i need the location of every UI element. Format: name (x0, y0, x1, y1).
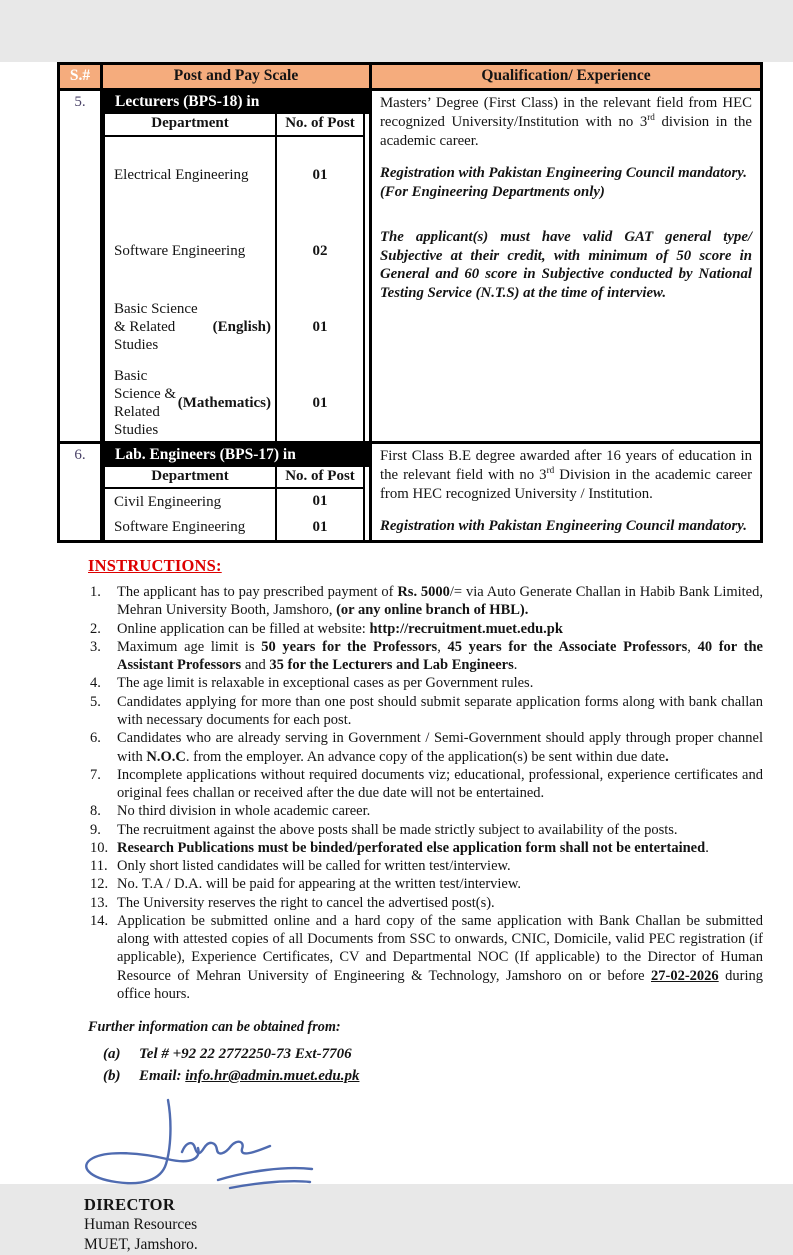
signoff-block (84, 1194, 793, 1255)
instructions-heading: INSTRUCTIONS: (88, 556, 222, 576)
contact-phone (103, 1044, 793, 1066)
instruction-number: 13. (90, 894, 109, 911)
contact-label: (a) (103, 1046, 121, 1063)
contact-email-text: Email: info.hr@admin.muet.edu.pk (139, 1067, 360, 1084)
contact-phone-text: Tel # +92 22 2772250-73 Ext-7706 (139, 1046, 352, 1063)
instruction-text: The applicant has to pay prescribed payment of Rs. 5000/= via Auto Generate Challan in Habib Bank Limited, Mehran University Booth, Jamshoro, (or any online branch of HBL). (117, 584, 763, 619)
instruction-number: 14. (90, 912, 109, 929)
table-header-qualification: Qualification/ Experience (372, 65, 760, 88)
instruction-number: 1. (90, 584, 101, 601)
department-name: Basic Science & Related Studies (Mathematics) (105, 365, 277, 441)
document-page (0, 62, 793, 1254)
posts-table (57, 62, 763, 543)
instruction-item (90, 875, 763, 893)
row5-inner-header-department: Department (105, 114, 277, 137)
row6-department-table (103, 467, 365, 540)
instruction-text: Incomplete applications without required documents viz; educational, professional, experience certificates and original fees challan or received after the due date will not be entertained. (117, 766, 763, 802)
instruction-text: No third division in whole academic career. (117, 803, 371, 820)
table-header-post: Post and Pay Scale (103, 65, 369, 88)
contact-email (103, 1066, 793, 1088)
instruction-text: The University reserves the right to cancel the advertised post(s). (117, 894, 495, 911)
instruction-number: 8. (90, 803, 101, 820)
contact-label: (b) (103, 1067, 121, 1084)
row6-serial: 6. (60, 444, 100, 540)
instruction-item (90, 729, 763, 766)
instruction-text: Candidates applying for more than one post should submit separate application forms along with bank challan with necessary documents for each post. (117, 693, 763, 728)
instruction-text: Online application can be filled at website: http://recruitment.muet.edu.pk (117, 620, 563, 637)
department-post-count: 02 (312, 242, 328, 259)
instruction-number: 12. (90, 876, 109, 893)
further-info-heading: Further information can be obtained from: (88, 1019, 341, 1036)
row5-post-title: Lecturers (BPS-18) in (103, 91, 369, 114)
instruction-item (90, 912, 763, 1003)
signoff-organization: MUET, Jamshoro. (84, 1236, 198, 1254)
row5-serial: 5. (60, 91, 100, 441)
instruction-text: Maximum age limit is 50 years for the Professors, 45 years for the Associate Professors, 40 for the Assistant Professors and 35 for the Lecturers and Lab Engineers. (117, 638, 763, 674)
department-post-count: 01 (312, 518, 328, 535)
table-header-sno: S.# (60, 65, 100, 88)
instruction-text: The recruitment against the above posts shall be made strictly subject to availability of the posts. (117, 821, 678, 838)
row6-post-cell (103, 444, 369, 540)
qualification-paragraph: Masters’ Degree (First Class) in the relevant field from HEC recognized University/Institution with no 3rd division in the academic career. (380, 95, 752, 149)
instruction-number: 4. (90, 675, 101, 692)
instruction-text: Research Publications must be binded/perforated else application form shall not be entertained. (117, 839, 709, 856)
instruction-number: 2. (90, 620, 101, 637)
contact-list (103, 1044, 793, 1088)
row6-inner-header-posts: No. of Post (277, 467, 363, 489)
department-post-count: 01 (312, 166, 328, 183)
department-name: Electrical Engineering (105, 137, 277, 213)
instruction-item (90, 766, 763, 803)
instruction-text: No. T.A / D.A. will be paid for appearing at the written test/interview. (117, 876, 522, 893)
instruction-item (90, 802, 763, 820)
row6-post-title: Lab. Engineers (BPS-17) in (103, 444, 369, 467)
instruction-number: 7. (90, 766, 101, 783)
instruction-number: 6. (90, 730, 101, 747)
signature (70, 1096, 320, 1194)
row5-department-table (103, 114, 365, 441)
instruction-number: 9. (90, 821, 101, 838)
instruction-item (90, 693, 763, 730)
department-name: Basic Science & Related Studies (English) (105, 289, 277, 365)
row5-qualification-cell (372, 91, 760, 441)
instruction-text: Application be submitted online and a hard copy of the same application with Bank Challan be submitted along with attested copies of all Documents from SSC to onwards, CNIC, Domicile, valid PEC registration (if applicable), Experience Certificates, CV and Departmental NOC (If applicable) to the Director of Human Resource of Mehran University of Engineering & Technology, Jamshoro on or before 27-02-2026 during office hours. (117, 912, 763, 1002)
qualification-paragraph: (For Engineering Departments only) (380, 184, 605, 201)
instruction-item (90, 674, 763, 692)
instruction-item (90, 620, 763, 638)
instruction-item (90, 583, 763, 620)
signoff-title: DIRECTOR (84, 1194, 176, 1214)
instruction-item (90, 638, 763, 675)
qualification-paragraph: First Class B.E degree awarded after 16 years of education in the relevant field with no 3rd Division in the academic career from HEC recognized University / Institution. (380, 448, 752, 502)
department-name: Software Engineering (105, 213, 277, 289)
instruction-number: 10. (90, 839, 109, 856)
instruction-item (90, 839, 763, 857)
department-post-count: 01 (312, 493, 328, 510)
row5-post-cell (103, 91, 369, 441)
instruction-number: 5. (90, 693, 101, 710)
instructions-list (90, 583, 763, 1003)
instruction-item (90, 894, 763, 912)
instruction-item (90, 821, 763, 839)
instruction-text: Only short listed candidates will be called for written test/interview. (117, 858, 511, 875)
instruction-text: The age limit is relaxable in exceptional cases as per Government rules. (117, 675, 534, 692)
row5-inner-header-posts: No. of Post (277, 114, 363, 137)
qualification-paragraph: Registration with Pakistan Engineering Council mandatory. (380, 165, 747, 182)
signoff-department: Human Resources (84, 1216, 198, 1234)
instruction-text: Candidates who are already serving in Government / Semi-Government should apply through proper channel with N.O.C. from the employer. An advance copy of the application(s) be sent within due date. (117, 730, 763, 765)
department-name: Software Engineering (105, 515, 277, 541)
department-post-count: 01 (312, 394, 328, 411)
instruction-item (90, 857, 763, 875)
row6-inner-header-department: Department (105, 467, 277, 489)
instruction-number: 3. (90, 638, 101, 655)
row6-qualification-cell (372, 444, 760, 540)
qualification-paragraph: Registration with Pakistan Engineering Council mandatory. (380, 518, 747, 535)
instruction-number: 11. (90, 858, 108, 875)
department-post-count: 01 (312, 318, 328, 335)
qualification-paragraph: The applicant(s) must have valid GAT general type/ Subjective at their credit, with minimum of 50 score in General and 60 score in Subjective conducted by National Testing Service (N.T.S) at the time of interview. (380, 228, 752, 302)
department-name: Civil Engineering (105, 489, 277, 515)
